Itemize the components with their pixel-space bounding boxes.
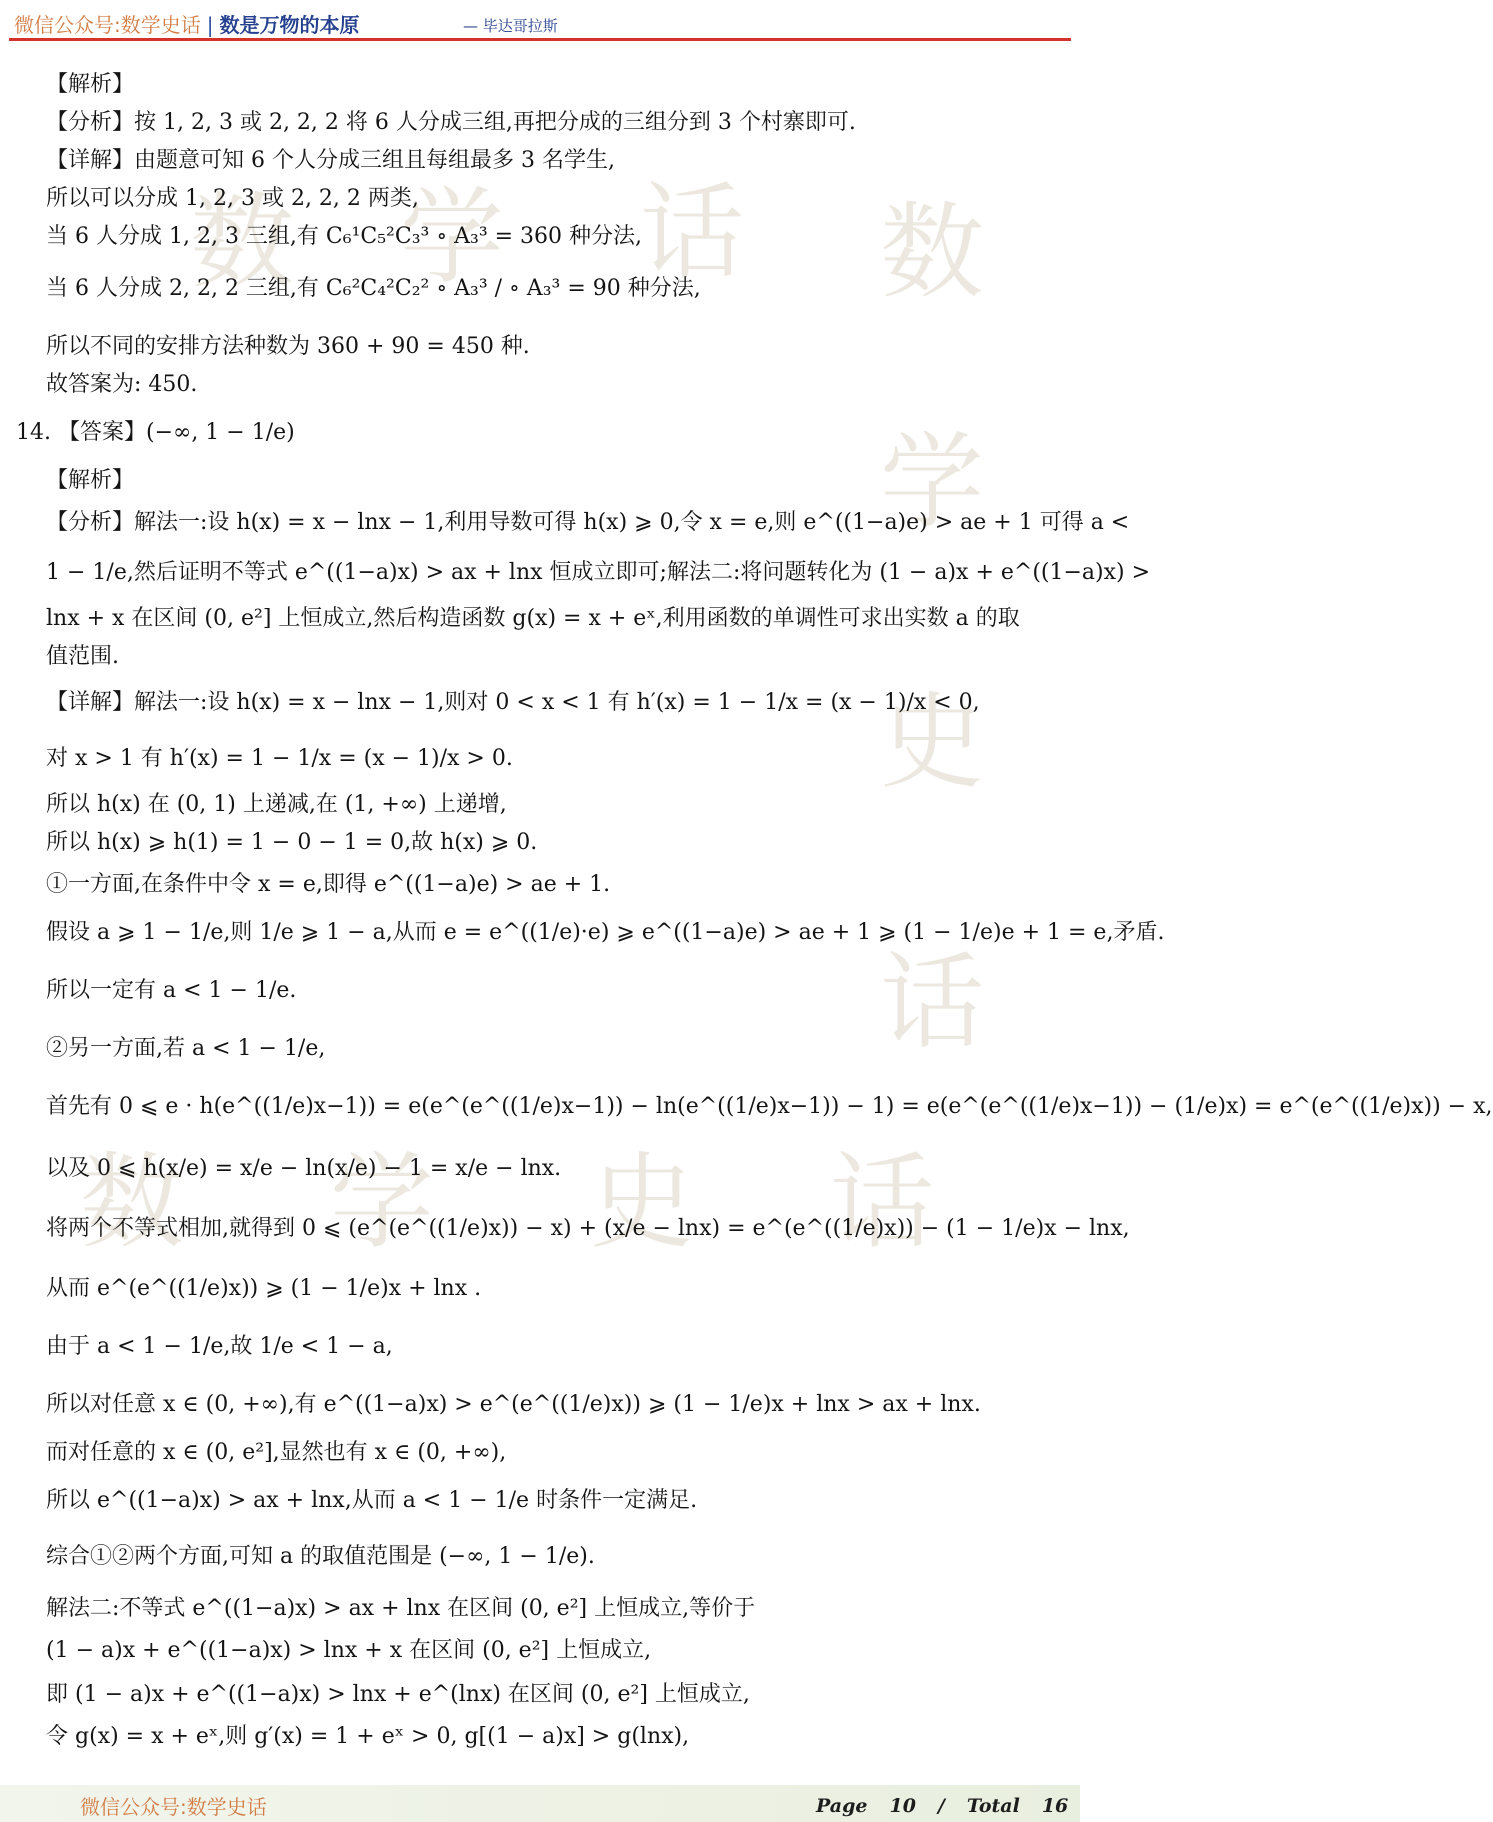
text-line: ①一方面,在条件中令 x = e,即得 e^((1−a)e) > ae + 1. <box>46 872 611 897</box>
header-quote-author: — 毕达哥拉斯 <box>463 17 558 35</box>
text-line: 所以一定有 a < 1 − 1/e. <box>46 978 297 1003</box>
watermark-char: 数 <box>80 1141 185 1263</box>
answer-line: 14. 【答案】(−∞, 1 − 1/e) <box>16 420 295 445</box>
watermark-char: 数 <box>190 181 295 303</box>
header-divider <box>9 38 1071 41</box>
page-footer <box>0 1785 1080 1822</box>
text-line: 所以 h(x) ⩾ h(1) = 1 − 0 − 1 = 0,故 h(x) ⩾ 0. <box>46 830 538 855</box>
watermark-char: 史 <box>880 681 985 803</box>
text-line: 综合①②两个方面,可知 a 的取值范围是 (−∞, 1 − 1/e). <box>46 1544 595 1569</box>
text-line: 解法二:不等式 e^((1−a)x) > ax + lnx 在区间 (0, e²] 上恒成立,等价于 <box>46 1596 756 1621</box>
watermark-char: 话 <box>640 171 745 293</box>
header-wechat-account: 微信公众号:数学史话 <box>14 13 201 37</box>
text-line: 当 6 人分成 2, 2, 2 三组,有 C₆²C₄²C₂² ∘ A₃³ / ∘ A₃³ = 90 种分法, <box>46 276 701 301</box>
page-indicator <box>816 1795 1090 1817</box>
text-line: 首先有 0 ⩽ e · h(e^((1/e)x−1)) = e(e^(e^((1/e)x−1)) − ln(e^((1/e)x−1)) − 1) = e(e^(e^((1/e)x−1)) − (1/e)x) = e^(e^((1/e)x)) − x, <box>46 1094 1493 1119</box>
text-line: 而对任意的 x ∈ (0, e²],显然也有 x ∈ (0, +∞), <box>46 1440 507 1465</box>
text-line: 【解析】 <box>46 468 135 493</box>
watermark-char: 学 <box>330 1141 435 1263</box>
page-slash: / <box>937 1795 945 1817</box>
text-line: 【详解】解法一:设 h(x) = x − lnx − 1,则对 0 < x < 1 有 h′(x) = 1 − 1/x = (x − 1)/x < 0, <box>46 690 980 715</box>
text-line: 所以 h(x) 在 (0, 1) 上递减,在 (1, +∞) 上递增, <box>46 792 507 817</box>
page-number: 10 <box>889 1795 916 1817</box>
text-line: 从而 e^(e^((1/e)x)) ⩾ (1 − 1/e)x + lnx . <box>46 1276 482 1301</box>
total-label: Total <box>966 1795 1020 1817</box>
text-line: 令 g(x) = x + eˣ,则 g′(x) = 1 + eˣ > 0, g[(1 − a)x] > g(lnx), <box>46 1724 690 1749</box>
text-line: 当 6 人分成 1, 2, 3 三组,有 C₆¹C₅²C₃³ ∘ A₃³ = 360 种分法, <box>46 224 643 249</box>
text-line: 以及 0 ⩽ h(x/e) = x/e − ln(x/e) − 1 = x/e − lnx. <box>46 1156 562 1181</box>
page-header <box>0 0 1080 44</box>
text-line: (1 − a)x + e^((1−a)x) > lnx + x 在区间 (0, e²] 上恒成立, <box>46 1638 652 1663</box>
text-line: 所以 e^((1−a)x) > ax + lnx,从而 a < 1 − 1/e 时条件一定满足. <box>46 1488 698 1513</box>
header-slogan: 数是万物的本原 <box>219 13 360 37</box>
text-line: 所以可以分成 1, 2, 3 或 2, 2, 2 两类, <box>46 186 419 211</box>
header-brand <box>14 9 360 38</box>
text-line: 【详解】由题意可知 6 个人分成三组且每组最多 3 名学生, <box>46 148 615 173</box>
header-separator: | <box>206 13 214 37</box>
text-line: lnx + x 在区间 (0, e²] 上恒成立,然后构造函数 g(x) = x + eˣ,利用函数的单调性可求出实数 a 的取 <box>46 606 1020 631</box>
text-line: 【解析】 <box>46 72 135 97</box>
text-line: 【分析】按 1, 2, 3 或 2, 2, 2 将 6 人分成三组,再把分成的三组分到 3 个村寨即可. <box>46 110 856 135</box>
text-line: 即 (1 − a)x + e^((1−a)x) > lnx + e^(lnx) 在区间 (0, e²] 上恒成立, <box>46 1682 750 1707</box>
watermark-char: 史 <box>590 1141 695 1263</box>
text-line: 由于 a < 1 − 1/e,故 1/e < 1 − a, <box>46 1334 393 1359</box>
text-line: 值范围. <box>46 644 119 669</box>
text-line: 对 x > 1 有 h′(x) = 1 − 1/x = (x − 1)/x > 0. <box>46 746 513 771</box>
text-line: 1 − 1/e,然后证明不等式 e^((1−a)x) > ax + lnx 恒成立即可;解法二:将问题转化为 (1 − a)x + e^((1−a)x) > <box>46 560 1151 585</box>
text-line: 将两个不等式相加,就得到 0 ⩽ (e^(e^((1/e)x)) − x) + (x/e − lnx) = e^(e^((1/e)x)) − (1 − 1/e)x − lnx, <box>46 1216 1130 1241</box>
text-line: ②另一方面,若 a < 1 − 1/e, <box>46 1036 326 1061</box>
text-line: 故答案为: 450. <box>46 372 198 397</box>
watermark-char: 话 <box>830 1141 935 1263</box>
watermark-char: 数 <box>880 191 985 313</box>
text-line: 所以对任意 x ∈ (0, +∞),有 e^((1−a)x) > e^(e^((1/e)x)) ⩾ (1 − 1/e)x + lnx > ax + lnx. <box>46 1392 981 1417</box>
watermark-char: 学 <box>880 421 985 543</box>
page-label: Page <box>816 1795 868 1817</box>
text-line: 【分析】解法一:设 h(x) = x − lnx − 1,利用导数可得 h(x) ⩾ 0,令 x = e,则 e^((1−a)e) > ae + 1 可得 a < <box>46 510 1130 535</box>
text-line: 假设 a ⩾ 1 − 1/e,则 1/e ⩾ 1 − a,从而 e = e^((1/e)·e) ⩾ e^((1−a)e) > ae + 1 ⩾ (1 − 1/e)e + 1 = e,矛盾. <box>46 920 1165 945</box>
footer-wechat-account: 微信公众号:数学史话 <box>80 1795 267 1819</box>
total-number: 16 <box>1041 1795 1069 1817</box>
watermark-char: 话 <box>880 941 985 1063</box>
text-line: 所以不同的安排方法种数为 360 + 90 = 450 种. <box>46 334 530 359</box>
watermark-char: 学 <box>400 176 505 298</box>
